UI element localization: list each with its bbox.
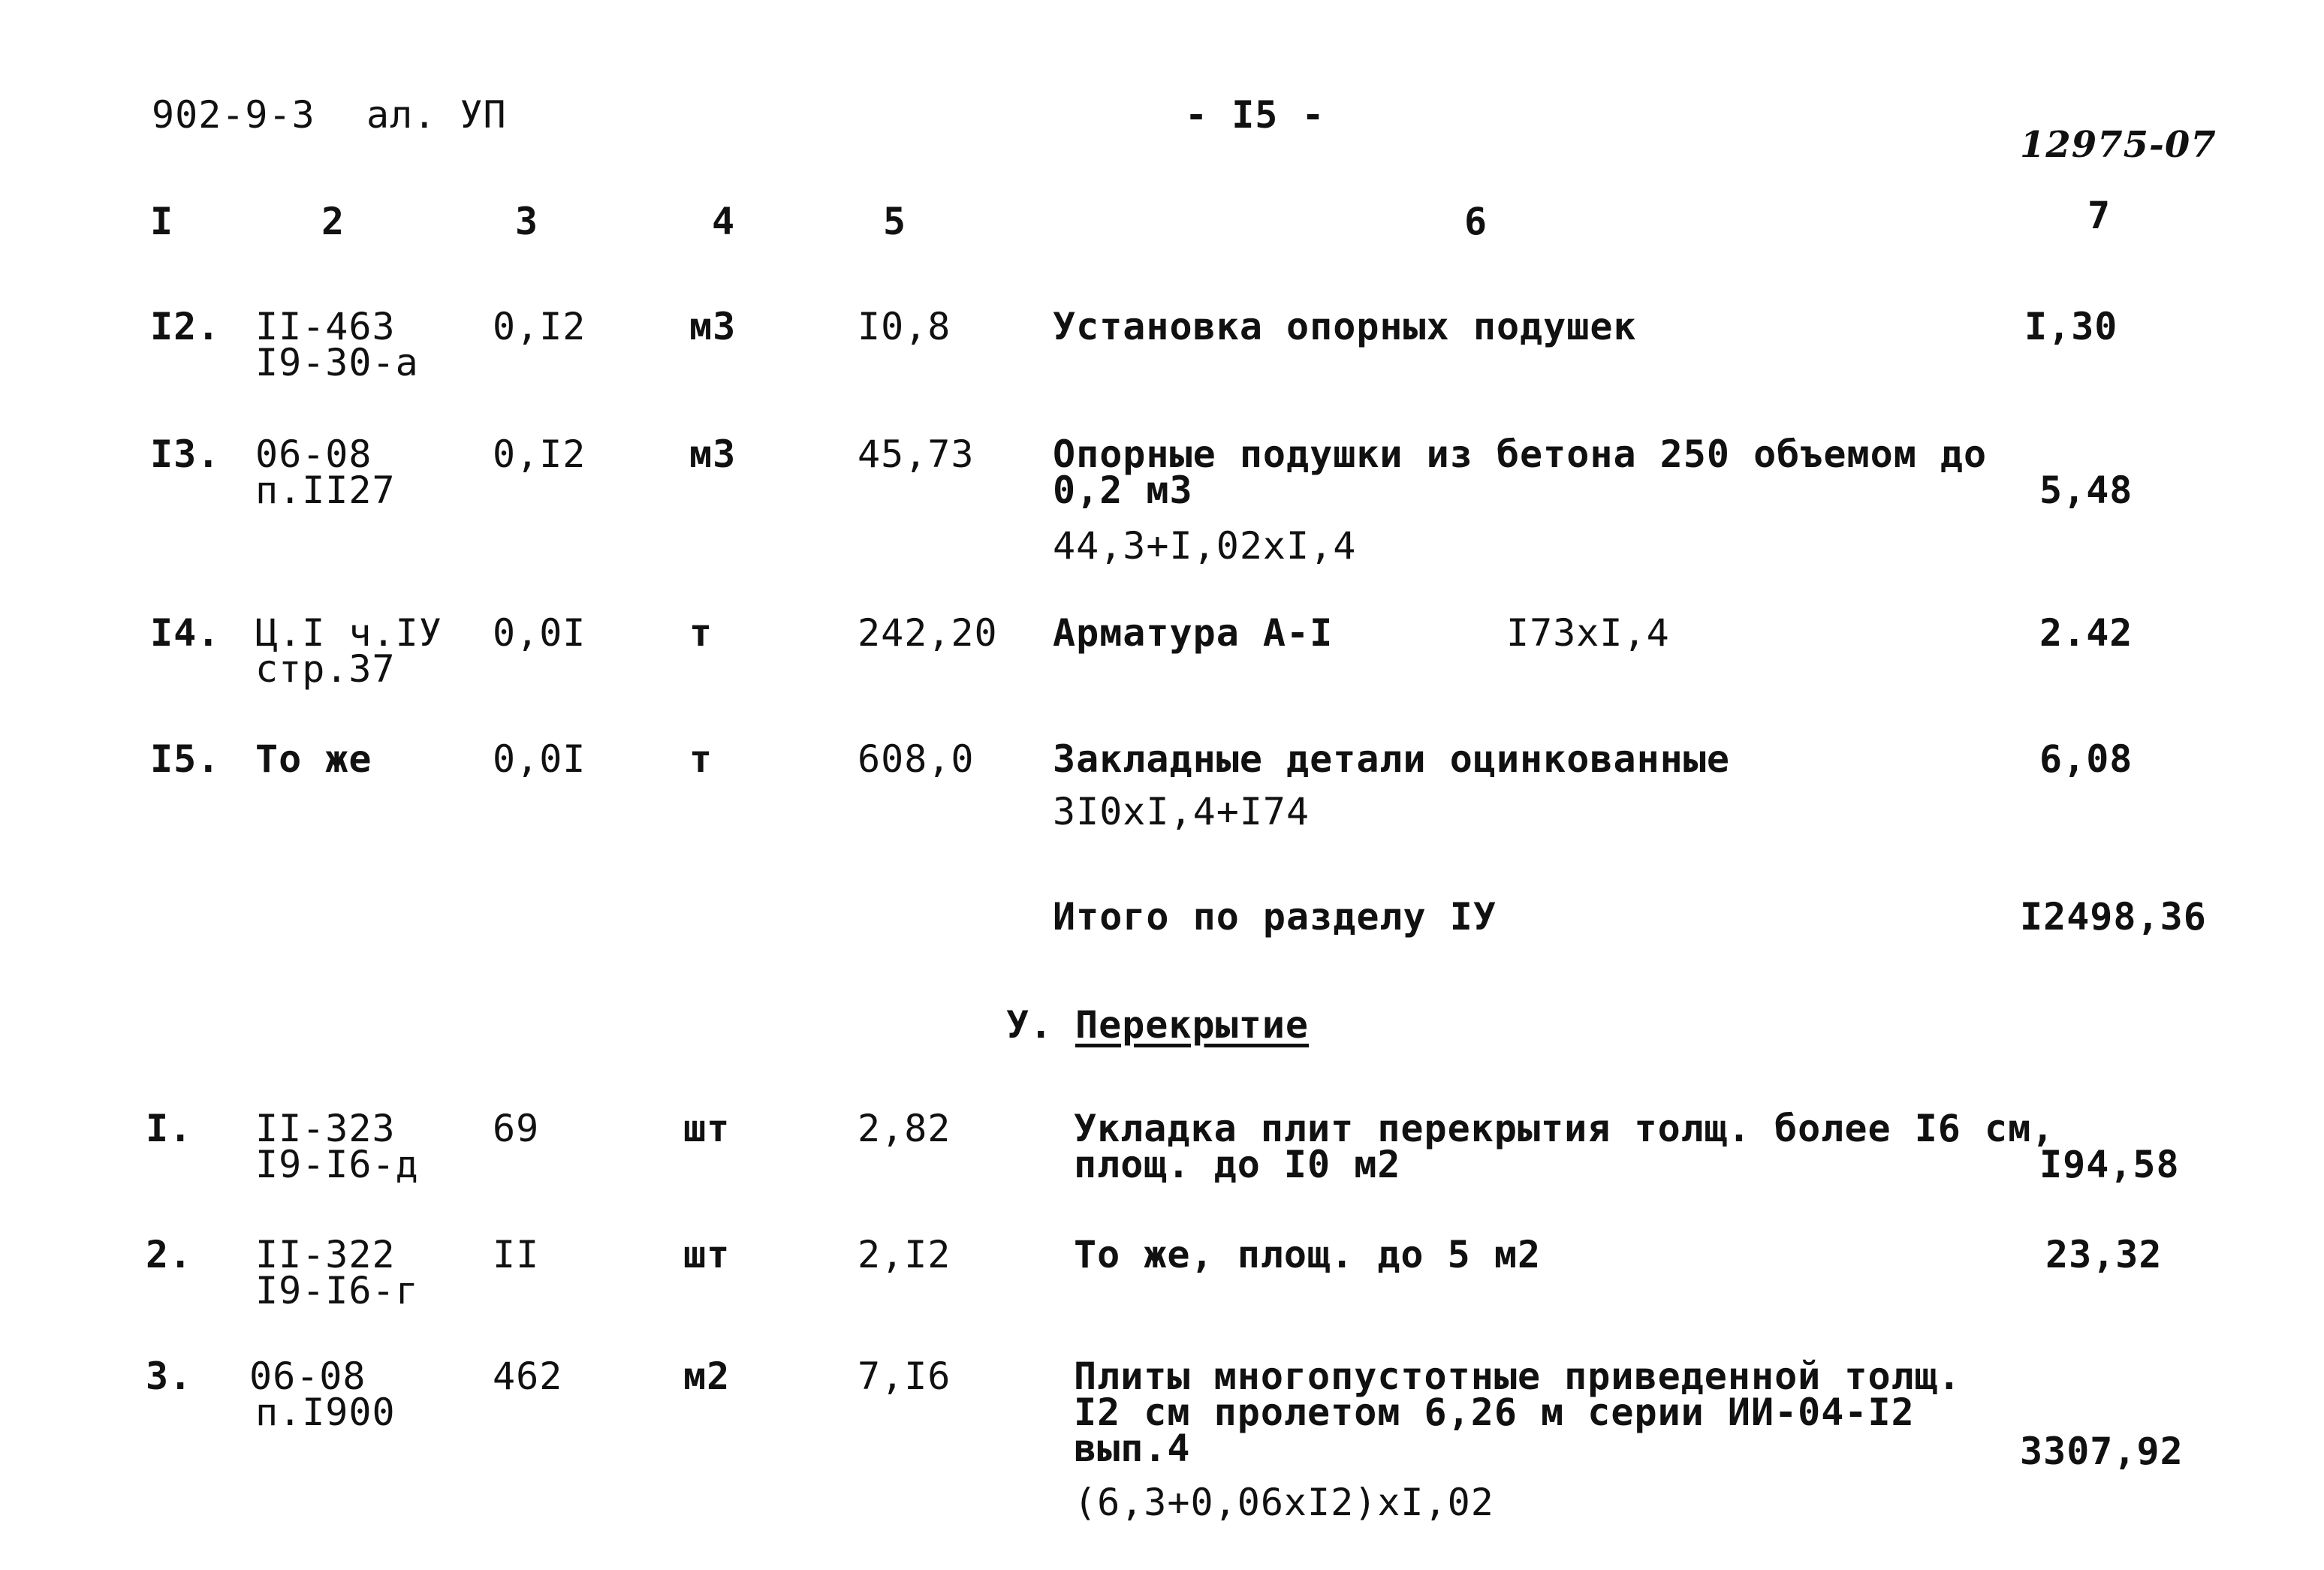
row-number: I5. <box>150 737 221 781</box>
quantity: 69 <box>493 1107 540 1150</box>
row-number: I3. <box>150 432 221 476</box>
unit: шт <box>683 1107 731 1150</box>
column-number: 2 <box>321 200 345 243</box>
unit: м3 <box>689 432 737 476</box>
row-number: 2. <box>146 1233 193 1276</box>
unit: т <box>689 611 713 655</box>
row-number: I. <box>146 1107 193 1150</box>
norm-code: II-463 <box>255 305 396 348</box>
section-number: У. <box>1006 1003 1053 1047</box>
row-total: 23,32 <box>2045 1233 2163 1276</box>
unit: шт <box>683 1233 731 1276</box>
stamp-number: 12975-07 <box>2020 124 2217 166</box>
unit: м3 <box>689 305 737 348</box>
row-total: I,30 <box>2024 305 2118 348</box>
row-total: I94,58 <box>2039 1143 2180 1186</box>
calculation: 44,3+I,02xI,4 <box>1053 524 1357 568</box>
description: Плиты многопустотные приведенной толщ. <box>1074 1355 1961 1398</box>
norm-code: Ц.I ч.IУ <box>255 611 442 655</box>
norm-code-sub: стр.37 <box>255 647 396 691</box>
quantity: 0,0I <box>493 611 586 655</box>
row-number: I2. <box>150 305 221 348</box>
row-total: 2.42 <box>2039 611 2133 655</box>
column-number: 7 <box>2087 194 2111 237</box>
row-total: 3307,92 <box>2020 1430 2184 1473</box>
description: Установка опорных подушек <box>1053 305 1637 348</box>
norm-code: То же <box>255 737 372 781</box>
calculation: 3I0xI,4+I74 <box>1053 790 1310 833</box>
norm-code: II-323 <box>255 1107 396 1150</box>
unit: м2 <box>683 1355 731 1398</box>
unit-price: 608,0 <box>858 737 975 781</box>
column-number: 3 <box>515 200 539 243</box>
norm-code-sub: I9-30-а <box>255 341 419 384</box>
section-total-value: I2498,36 <box>2020 895 2207 939</box>
norm-code: 06-08 <box>249 1355 366 1398</box>
document-code: 902-9-3 <box>152 93 315 137</box>
description: Опорные подушки из бетона 250 объемом до <box>1053 432 1988 476</box>
section-total-label: Итого по разделу IУ <box>1053 895 1497 939</box>
unit-price: 2,I2 <box>858 1233 951 1276</box>
column-number: 5 <box>883 200 907 243</box>
row-number: 3. <box>146 1355 193 1398</box>
quantity: 462 <box>493 1355 563 1398</box>
norm-code-sub: п.II27 <box>255 469 396 512</box>
unit-price: I0,8 <box>858 305 951 348</box>
quantity: 0,I2 <box>493 432 586 476</box>
unit-price: 7,I6 <box>858 1355 951 1398</box>
album-label: ал. УП <box>366 93 507 137</box>
description: Закладные детали оцинкованные <box>1053 737 1730 781</box>
column-number: 4 <box>712 200 736 243</box>
norm-code-sub: I9-I6-г <box>255 1269 419 1312</box>
calculation: I73xI,4 <box>1506 611 1670 655</box>
description-line2: площ. до I0 м2 <box>1074 1143 1401 1186</box>
quantity: 0,0I <box>493 737 586 781</box>
unit-price: 45,73 <box>858 432 975 476</box>
description: Укладка плит перекрытия толщ. более I6 см, <box>1074 1107 2055 1150</box>
unit-price: 242,20 <box>858 611 998 655</box>
unit-price: 2,82 <box>858 1107 951 1150</box>
column-number: I <box>150 200 174 243</box>
row-total: 6,08 <box>2039 737 2133 781</box>
quantity: II <box>493 1233 540 1276</box>
description: Арматура А-I <box>1053 611 1334 655</box>
row-number: I4. <box>150 611 221 655</box>
page-number: - I5 - <box>1185 93 1325 137</box>
norm-code-sub: п.I900 <box>255 1391 396 1434</box>
calculation: (6,3+0,06xI2)xI,02 <box>1074 1481 1494 1524</box>
column-number: 6 <box>1464 200 1488 243</box>
description: То же, площ. до 5 м2 <box>1074 1233 1542 1276</box>
unit: т <box>689 737 713 781</box>
section-name: Перекрытие <box>1075 1003 1310 1047</box>
description-line2: 0,2 м3 <box>1053 469 1193 512</box>
row-total: 5,48 <box>2039 469 2133 512</box>
norm-code: 06-08 <box>255 432 372 476</box>
norm-code: II-322 <box>255 1233 396 1276</box>
description-line2: I2 см пролетом 6,26 м серии ИИ-04-I2 <box>1074 1391 1915 1434</box>
norm-code-sub: I9-I6-д <box>255 1143 419 1186</box>
quantity: 0,I2 <box>493 305 586 348</box>
description-line3: вып.4 <box>1074 1427 1191 1470</box>
